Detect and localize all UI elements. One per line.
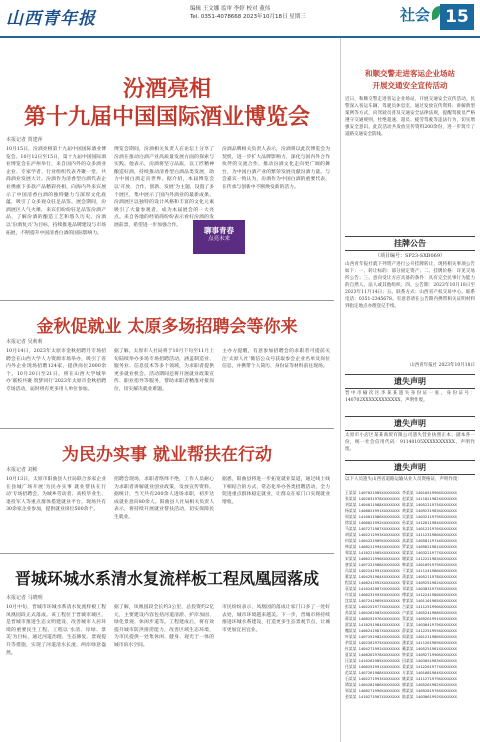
notice4-row: 石某某 1402271993XXXXXXXX 姚某某 1411271979XXXXXXXX	[345, 676, 457, 681]
notice4-row: 董某某 1404251984XXXXXXXX 萧某某 1405211978XXXXXXXX	[345, 574, 457, 579]
leaf-icon	[432, 6, 440, 20]
page-number: 15	[440, 4, 474, 30]
photo-tag-line2: 点亮未来	[207, 236, 230, 242]
article2-body-right: 主办方提醒，有意参加招聘会的求职者可提前关注‘太原人社’微信公众号获取参会企业名单及岗位信息，并携带个人简历、身份证等材料前往现场。	[222, 349, 330, 370]
article3-byline: 本报记者 刘彬	[6, 467, 38, 473]
notice4-row: 冯某某 1402241991XXXXXXXX 于某某 1411241986XXXXXXXX	[345, 568, 457, 573]
notice4-row: 邹某某 1408271990XXXXXXXX 熊某某 1409281976XXXXXXXX	[345, 688, 457, 693]
notice4-row: 唐某某 1407221988XXXXXXXX 韩某某 1401091979XXXXXXXX	[345, 562, 457, 567]
notice1-subtitle: （项目编号：SP23-SXB069）	[374, 253, 446, 259]
article4-body-right: 市民纷纷表示，凤凰园的落成让家门口多了一处好去处，城市环境越来越美。下一步，晋城市将持续推进环城水系建设，打造更多生态景观节点，让城市更加宜居宜业。	[222, 605, 330, 633]
notice4-intro: 以下人员遗失山西省道路运输从业人员资格证，声明作废：	[345, 477, 462, 482]
notice4-row: 周某某 1410011986XXXXXXXX 吴某某 1403211979XXXXXXXX	[345, 514, 457, 519]
notice4-row: 贾某某 1410251984XXXXXXXX 丁某某 1403041979XXXXXXXX	[345, 622, 457, 627]
article4-headline: 晋城环城水系清水复流样板工程凤凰园落成	[14, 569, 319, 588]
notice4-list	[345, 490, 475, 738]
notice4-row: 苏某某 1404261983XXXXXXXX 卢某某 1405241988XXXXXXXX	[345, 610, 457, 615]
notice1-signature: 山西青年报社 2023年10月18日	[410, 363, 475, 368]
notice4-row: 沈某某 1407241989XXXXXXXX 曾某某 1401101985XXXXXXXX	[345, 598, 457, 603]
notice4-row: 刘某某 1404011988XXXXXXXX 陈某某 1405221975XXXXXXXX	[345, 502, 457, 507]
notice4-row: 胡某某 1402211993XXXXXXXX 郭某某 1411231980XXXXXXXX	[345, 532, 457, 537]
side1-body: 近日，和顺交警走进客运企业场站，开展交通安全宣传活动。民警深入客运车辆、驾驶员休息室，通过发放宣传资料、讲解典型案例等方式，向驾驶员普及交通安全法律法规，提醒驾驶员严格遵守交通规则，杜绝超速、超员、疲劳驾驶等违法行为，切实增强安全意识。此次活动共发放宣传资料200余份，进一步筑牢了道路交通安全防线。	[345, 97, 475, 137]
notice1-body: 山西青年报社就下列资产进行公开挂牌转让，现将相关事项公告如下：一、转让标的：部分固定资产；二、挂牌价格：详见交易所公告；三、意向受让方应具备的条件：具有完全民事行为能力的自然人、法人或其他组织；四、公告期：2023年10月18日至2023年11月14日；五、联系方式：山西省产权交易中心。联系电话：0351-2345678。有意者请在公告期内携带相关证明材料到指定地点办理登记手续。	[345, 262, 475, 309]
newspaper-logo: 山西青年报	[6, 9, 96, 29]
notice4-row: 杨某某 1408021991XXXXXXXX 黄某某 1409231983XXXXXXXX	[345, 508, 457, 513]
notice2-title: 遗失声明	[345, 374, 475, 389]
side1-headline-line1: 和顺交警走进客运企业场站	[365, 69, 455, 78]
article1-headline-line2: 第十九届中国国际酒业博览会	[23, 105, 310, 130]
notice4-row: 蒋某某 1408251976XXXXXXXX 蔡某某 1409261991XXXXXXXX	[345, 616, 457, 621]
notice4-row: 马某某 1407271987XXXXXXXX 朱某某 1401221976XXXXXXXX	[345, 526, 457, 531]
notice4-row: 魏某某 1406241987XXXXXXXX 薛某某 1412251993XXXXXXXX	[345, 628, 457, 633]
article3-body-left: 10月13日，太原市阳曲县人社局联合多家企业在县城广场开展‘为民办实事 就业帮扶在行动’专场招聘会，为城乡劳动者、高校毕业生、退役军人等重点群体搭建就业平台。现场共有30余家企业参加，提供就业岗位500余个。	[6, 477, 106, 513]
notice4-row: 袁某某 1410241987XXXXXXXX 邓某某 1403031975XXXXXXXX	[345, 586, 457, 591]
notice4-row: 叶某某 1407251982XXXXXXXX 阎某某 1401211986XXXXXXXX	[345, 634, 457, 639]
notice4-row: 彭某某 1402251977XXXXXXXX 吕某某 1411251990XXXXXXXX	[345, 604, 457, 609]
divider-2	[0, 428, 334, 429]
article2-byline: 本报记者 吴莉莉	[6, 339, 43, 345]
article4-byline: 本报记者 马晓明	[6, 595, 43, 601]
notice4-row: 张某某 1402031978XXXXXXXX 赵某某 1411021982XXXXXXXX	[345, 496, 457, 501]
article4-body-left: 10月中旬，晋城市环城水系清水复流样板工程凤凰园段正式落成。该工程位于晋城市城区，是晋城市推进生态文明建设、改善城市人居环境的重要民生工程。工程以‘水清、岸绿、景美’为目标，通过河道治理、生态修复、景观提升等措施，实现了河道清水长流、两岸绿意盎然。	[6, 605, 106, 656]
divider-3	[0, 553, 334, 554]
side1-headline-line2: 开展交通安全宣传活动	[372, 81, 448, 90]
article3-headline: 为民办实事 就业帮扶在行动	[62, 445, 272, 465]
notice4-row: 何某某 1404221989XXXXXXXX 高某某 1405811974XXXXXXXX	[345, 538, 457, 543]
notice4-row: 许某某 1406231993XXXXXXXX 傅某某 1412241980XXXXXXXX	[345, 592, 457, 597]
notice4-title: 遗失声明	[345, 460, 475, 475]
article1-byline: 本报记者 贾建萍	[6, 137, 43, 143]
divider-1	[0, 300, 334, 301]
notice4-row: 郑某某 1410221985XXXXXXXX 梁某某 1403221977XXXXXXXX	[345, 550, 457, 555]
article1-headline-line1: 汾酒亮相	[122, 77, 211, 102]
photo-tag	[193, 220, 245, 254]
article3-body-middle: 招聘会现场，求职者络绎不绝，工作人员耐心为求职者讲解就业创业政策，发放宣传资料。据统计，当天共有200余人进场求职，初步达成就业意向80余人。阳曲县人社局相关负责人表示，将持续开展就业帮扶活动，切实保障民生就业。	[114, 477, 214, 520]
masthead-info-line2: Tel. 0351-4078668 2023年10月18日 星期三	[190, 14, 306, 20]
notice4-row: 宋某某 1406211990XXXXXXXX 谢某某 1412221983XXXXXXXX	[345, 556, 457, 561]
notice4-row: 林某某 1408211994XXXXXXXX 罗某某 1409021981XXXXXXXX	[345, 544, 457, 549]
article1-body-right: 汾酒品牌相关负责人表示，汾酒将以此次博览会为契机，进一步扩大品牌影响力，深化与国内外合作伙伴的交流合作，推动汾酒文化走向更广阔的舞台，为中国白酒产业的繁荣发展贡献汾酒力量。与会嘉宾一致认为，汾酒作为中国白酒的重要代表，在传承与创新中不断焕发新的活力。	[222, 147, 330, 190]
notice2-body: 晋中市榆次区李某某遗失身份证一张，身份证号：140702XXXXXXXXXXXX，声明作废。	[345, 391, 475, 403]
notice4-row: 汪某某 1410261985XXXXXXXX 田某某 1403051983XXXXXXXX	[345, 658, 457, 663]
notice4-row: 谭某某 1404281986XXXXXXXX 廖某某 1405261982XXXXXXXX	[345, 682, 457, 687]
section-tag: 社会	[400, 6, 431, 24]
notice4-row: 程某某 1408241992XXXXXXXX 曹某某 1409251982XXXXXXXX	[345, 580, 457, 585]
notice4-row: 金某某 1410271987XXXXXXXX 陆某某 1403061992XXXXXXXX	[345, 694, 457, 699]
article2-body-middle: 据了解，太原市人社局将于10月下旬至11月上旬陆续举办多场专场招聘活动，涵盖制造业、服务业、信息技术等多个领域，为求职者提供更多就业机会。活动期间还将开展就业政策宣传、职业指导等服务，帮助求职者精准对接岗位，切实解决就业难题。	[114, 349, 214, 392]
article4-body-middle: 据了解，凤凰园段全长约3公里，总投资约2亿元，主要建设内容包括河道清淤、护岸加固、绿化景观、休闲步道等。工程建成后，将有效提升城市防洪排涝能力，改善区域生态环境，为市民提供一处集休闲、健身、观光于一体的城市滨水空间。	[114, 605, 214, 648]
notice4-row: 任某某 1406251991XXXXXXXX 姜某某 1412261977XXXXXXXX	[345, 664, 457, 669]
notice4-row: 范某某 1407261988XXXXXXXX 方某某 1401081984XXXXXXXX	[345, 670, 457, 675]
notice3-body: 太原市小店区某某商贸有限公司遗失营业执照正本、副本各一份，统一社会信用代码：91140105XXXXXXXXXX，声明作废。	[345, 433, 475, 452]
masthead	[0, 0, 480, 38]
notice4-row: 夏某某 1408261978XXXXXXXX 钟某某 1409271990XXXXXXXX	[345, 652, 457, 657]
photo-tag-line1: 聊事青春	[204, 226, 234, 235]
notice4-row: 徐某某 1406021992XXXXXXXX 孙某某 1412011984XXXXXXXX	[345, 520, 457, 525]
article3-body-right: 据悉，阳曲县将进一步拓宽就业渠道，通过线上线下相结合的方式，常态化举办各类招聘活动，全力促进重点群体稳定就业，让群众在家门口实现就业增收。	[222, 477, 330, 505]
article1-body-middle: 博览会期间，汾酒相关负责人在论坛上分享了汾酒在推动白酒产业高质量发展方面的探索与实践。他表示，汾酒将坚守品质，以工匠精神酿造好酒，持续推动清香型白酒品类发展，助力中国白酒走向世界。据介绍，本届博览会以‘开放、合作、创新、发展’为主题，设置了多个展区，集中展示了国内外酒业的最新成果。汾酒展区以独特的设计风格和丰富的文化元素吸引了大量参观者，成为本届展会的一大亮点。来自各地的经销商纷纷表示看好汾酒的发展前景，希望进一步加强合作。	[114, 147, 214, 228]
article2-headline: 金秋促就业 太原多场招聘会等你来	[36, 317, 298, 337]
notice1-title: 挂牌公告	[345, 236, 475, 251]
masthead-info	[190, 5, 306, 21]
article2-body-left: 10月14日，2023年太原市金秋招聘月专场招聘会在山西大学人力资源市场举办，吸引了省内外企业现场招聘124家，提供岗位2000余个。10月20日至21日，将在山西大学城举办‘联校共聚 筑梦同行’2023年太原市金秋招聘专场活动，届时将有更多用人单位参加。	[6, 349, 106, 392]
notice3-title: 遗失声明	[345, 416, 475, 431]
masthead-info-line1: 编辑 王文娜 监审 李婷 校对 董伟	[190, 6, 271, 12]
article1-body-left: 10月15日，汾酒亮相第十九届中国国际酒业博览会。10月12日至15日，第十九届中国国际酒业博览会在泸州举行，来自国内外的众多酒业企业、专家学者、行业组织代表齐聚一堂，共商酒业发展大计。汾酒作为清香型白酒代表企业携旗下多款产品精彩亮相，向海内外来宾展示了中国清香白酒的独特魅力与深厚文化底蕴，吸引了众多观众驻足品鉴。展会期间，汾酒展区人气火爆，来宾们纷纷驻足品鉴汾酒产品，了解汾酒的酿造工艺和悠久历史。汾酒以‘汾酒复兴’为目标，持续推进品牌建设与市场拓展，不断提升中国清香白酒的国际影响力。	[6, 147, 106, 236]
notice4-row: 王某某 1407021985XXXXXXXX 李某某 1401051990XXXXXXXX	[345, 490, 457, 495]
notice4-row: 杜某某 1404271992XXXXXXXX 戴某某 1405251981XXXXXXXX	[345, 646, 457, 651]
notice4-row: 余某某 1402261975XXXXXXXX 潘某某 1411261989XXXXXXXX	[345, 640, 457, 645]
